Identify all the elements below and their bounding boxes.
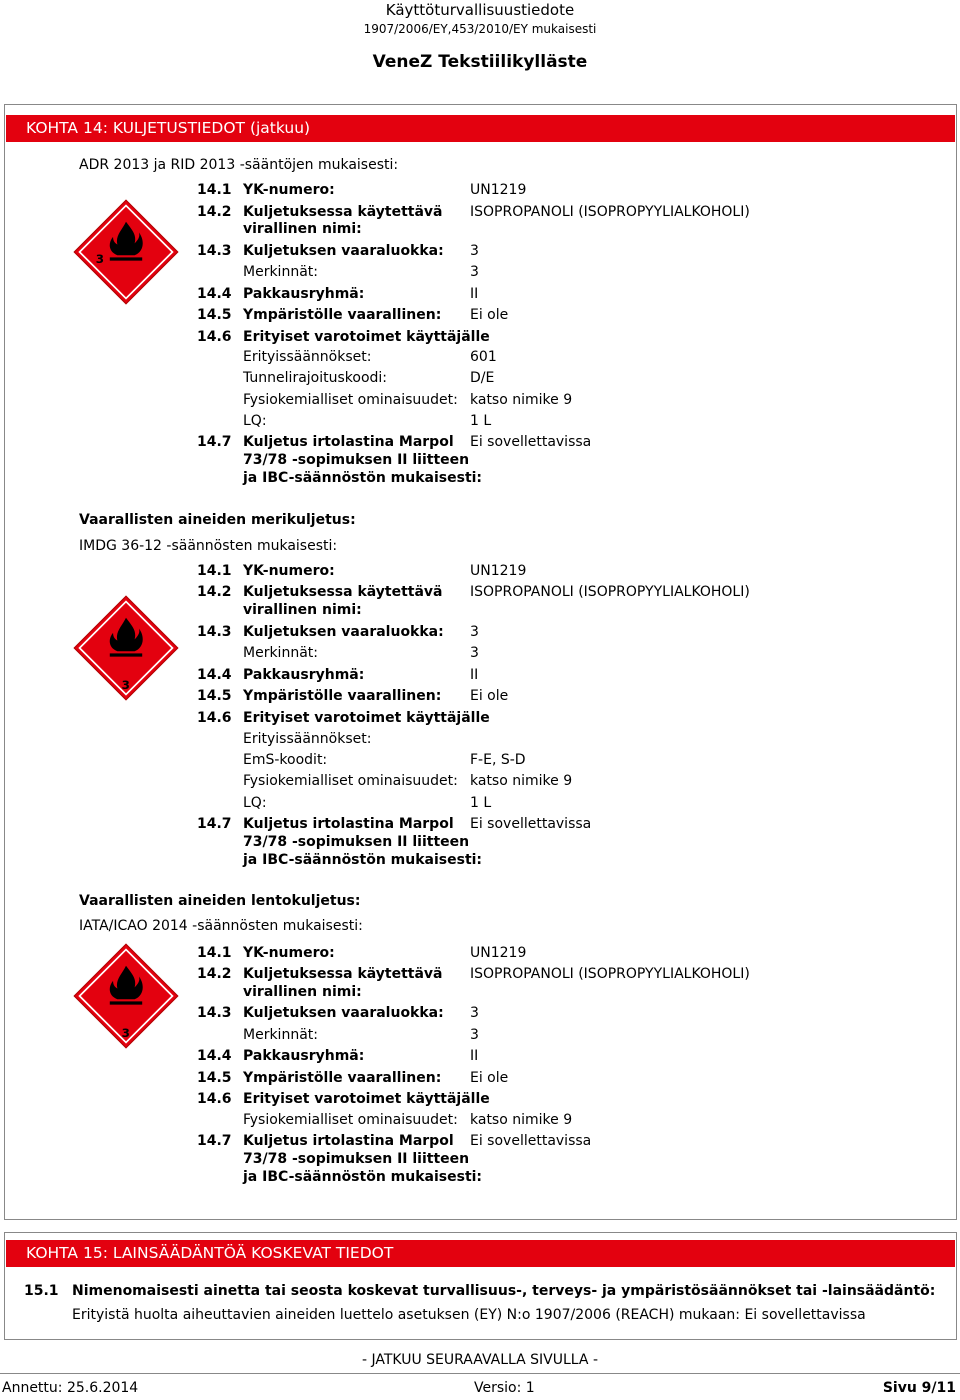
imdg-ems-value: F-E, S-D — [470, 752, 526, 768]
iata-un-number-value: UN1219 — [470, 945, 527, 961]
adr-shipping-name-label: Kuljetuksessa käytettävä — [243, 204, 443, 220]
adr-environmental-value: Ei ole — [470, 307, 509, 323]
iata-physchem-value: katso nimike 9 — [470, 1112, 573, 1128]
adr-shipping-name-value: ISOPROPANOLI (ISOPROPYYLIALKOHOLI) — [470, 204, 750, 220]
adr-labels-value: 3 — [470, 264, 479, 280]
adr-14-4-number: 14.4 — [197, 286, 232, 302]
imdg-14-7-number: 14.7 — [197, 816, 232, 832]
class-number-label: 3 — [121, 1026, 130, 1041]
adr-14-1-number: 14.1 — [197, 182, 232, 198]
imdg-14-1-number: 14.1 — [197, 563, 232, 579]
adr-intro: ADR 2013 ja RID 2013 -sääntöjen mukaisesti: — [79, 157, 399, 173]
imdg-physchem-value: katso nimike 9 — [470, 773, 573, 789]
iata-14-4-number: 14.4 — [197, 1048, 232, 1064]
iata-shipping-name-label: Kuljetuksessa käytettävä — [243, 966, 443, 982]
iata-bulk-transport-label: Kuljetus irtolastina Marpol — [243, 1133, 454, 1149]
product-name: VeneZ Tekstiilikylläste — [372, 52, 588, 72]
adr-14-5-number: 14.5 — [197, 307, 232, 323]
iata-intro: IATA/ICAO 2014 -säännösten mukaisesti: — [79, 918, 363, 934]
imdg-hazard-class-value: 3 — [470, 624, 479, 640]
imdg-14-2-number: 14.2 — [197, 584, 232, 600]
iata-environmental-value: Ei ole — [470, 1070, 509, 1086]
class-number-label: 3 — [95, 251, 105, 266]
adr-14-6-number: 14.6 — [197, 329, 232, 345]
adr-hazard-class-label: Kuljetuksen vaaraluokka: — [243, 243, 444, 259]
adr-bulk-transport-label-3: ja IBC-säännöstön mukaisesti: — [243, 470, 483, 486]
iata-14-6-number: 14.6 — [197, 1091, 232, 1107]
adr-special-precautions-label: Erityiset varotoimet käyttäjälle — [243, 329, 490, 345]
imdg-labels-label: Merkinnät: — [243, 645, 318, 661]
imdg-environmental-value: Ei ole — [470, 688, 509, 704]
iata-heading: Vaarallisten aineiden lentokuljetus: — [79, 893, 361, 909]
adr-packing-group-label: Pakkausryhmä: — [243, 286, 365, 302]
adr-labels-label: Merkinnät: — [243, 264, 318, 280]
adr-tunnel-code-value: D/E — [470, 370, 495, 386]
adr-special-provisions-label: Erityissäännökset: — [243, 349, 372, 365]
imdg-14-3-number: 14.3 — [197, 624, 232, 640]
adr-bulk-transport-label-2: 73/78 -sopimuksen II liitteen — [243, 452, 470, 468]
iata-hazard-class-value: 3 — [470, 1005, 479, 1021]
section-14-title: KOHTA 14: KULJETUSTIEDOT (jatkuu) — [6, 115, 955, 142]
iata-labels-label: Merkinnät: — [243, 1027, 318, 1043]
imdg-shipping-name-label-2: virallinen nimi: — [243, 602, 362, 618]
reach-candidate-list-statement: Erityistä huolta aiheuttavien aineiden luettelo asetuksen (EY) N:o 1907/2006 (REACH) mukaan: Ei sovellettavissa — [72, 1307, 866, 1323]
imdg-14-6-number: 14.6 — [197, 710, 232, 726]
iata-physchem-label: Fysiokemialliset ominaisuudet: — [243, 1112, 458, 1128]
flammable-liquid-pictogram-iata — [72, 942, 180, 1050]
iata-14-3-number: 14.3 — [197, 1005, 232, 1021]
imdg-14-5-number: 14.5 — [197, 688, 232, 704]
imdg-lq-label: LQ: — [243, 795, 267, 811]
imdg-bulk-transport-label-2: 73/78 -sopimuksen II liitteen — [243, 834, 470, 850]
imdg-14-4-number: 14.4 — [197, 667, 232, 683]
adr-bulk-transport-value: Ei sovellettavissa — [470, 434, 592, 450]
adr-hazard-class-value: 3 — [470, 243, 479, 259]
imdg-intro: IMDG 36-12 -säännösten mukaisesti: — [79, 538, 338, 554]
iata-un-number-label: YK-numero: — [243, 945, 335, 961]
iata-packing-group-value: II — [470, 1048, 479, 1064]
iata-hazard-class-label: Kuljetuksen vaaraluokka: — [243, 1005, 444, 1021]
imdg-shipping-name-value: ISOPROPANOLI (ISOPROPYYLIALKOHOLI) — [470, 584, 750, 600]
adr-shipping-name-label-2: virallinen nimi: — [243, 221, 362, 237]
imdg-un-number-value: UN1219 — [470, 563, 527, 579]
adr-environmental-label: Ympäristölle vaarallinen: — [243, 307, 442, 323]
iata-packing-group-label: Pakkausryhmä: — [243, 1048, 365, 1064]
imdg-lq-value: 1 L — [470, 795, 492, 811]
iata-bulk-transport-label-2: 73/78 -sopimuksen II liitteen — [243, 1151, 470, 1167]
imdg-hazard-class-label: Kuljetuksen vaaraluokka: — [243, 624, 444, 640]
imdg-heading: Vaarallisten aineiden merikuljetus: — [79, 512, 356, 528]
adr-un-number-label: YK-numero: — [243, 182, 335, 198]
flammable-liquid-pictogram-adr — [72, 198, 180, 306]
page-number: Sivu 9/11 — [882, 1380, 956, 1396]
adr-packing-group-value: II — [470, 286, 479, 302]
class-number-label: 3 — [121, 678, 130, 693]
iata-14-2-number: 14.2 — [197, 966, 232, 982]
adr-physchem-label: Fysiokemialliset ominaisuudet: — [243, 392, 458, 408]
iata-14-1-number: 14.1 — [197, 945, 232, 961]
iata-shipping-name-value: ISOPROPANOLI (ISOPROPYYLIALKOHOLI) — [470, 966, 750, 982]
imdg-un-number-label: YK-numero: — [243, 563, 335, 579]
section-15-1-number: 15.1 — [24, 1283, 59, 1299]
imdg-labels-value: 3 — [470, 645, 479, 661]
footer-divider — [0, 1373, 960, 1374]
adr-lq-label: LQ: — [243, 413, 267, 429]
imdg-packing-group-label: Pakkausryhmä: — [243, 667, 365, 683]
imdg-ems-label: EmS-koodit: — [243, 752, 328, 768]
flammable-liquid-pictogram-imdg — [72, 594, 180, 702]
imdg-special-precautions-label: Erityiset varotoimet käyttäjälle — [243, 710, 490, 726]
regulation-reference: 1907/2006/EY,453/2010/EY mukaisesti — [363, 22, 597, 36]
version-number: Versio: 1 — [474, 1380, 535, 1396]
iata-special-precautions-label: Erityiset varotoimet käyttäjälle — [243, 1091, 490, 1107]
adr-bulk-transport-label: Kuljetus irtolastina Marpol — [243, 434, 454, 450]
imdg-physchem-label: Fysiokemialliset ominaisuudet: — [243, 773, 458, 789]
adr-tunnel-code-label: Tunnelirajoituskoodi: — [243, 370, 388, 386]
iata-14-5-number: 14.5 — [197, 1070, 232, 1086]
adr-un-number-value: UN1219 — [470, 182, 527, 198]
iata-shipping-name-label-2: virallinen nimi: — [243, 984, 362, 1000]
imdg-packing-group-value: II — [470, 667, 479, 683]
imdg-bulk-transport-label: Kuljetus irtolastina Marpol — [243, 816, 454, 832]
iata-14-7-number: 14.7 — [197, 1133, 232, 1149]
imdg-shipping-name-label: Kuljetuksessa käytettävä — [243, 584, 443, 600]
issued-date: Annettu: 25.6.2014 — [2, 1380, 139, 1396]
adr-special-provisions-value: 601 — [470, 349, 497, 365]
iata-bulk-transport-value: Ei sovellettavissa — [470, 1133, 592, 1149]
continued-notice: - JATKUU SEURAAVALLA SIVULLA - — [361, 1352, 598, 1368]
document-title: Käyttöturvallisuustiedote — [385, 1, 575, 19]
iata-labels-value: 3 — [470, 1027, 479, 1043]
iata-bulk-transport-label-3: ja IBC-säännöstön mukaisesti: — [243, 1169, 483, 1185]
imdg-bulk-transport-label-3: ja IBC-säännöstön mukaisesti: — [243, 852, 483, 868]
imdg-special-provisions-label: Erityissäännökset: — [243, 731, 372, 747]
adr-physchem-value: katso nimike 9 — [470, 392, 573, 408]
iata-environmental-label: Ympäristölle vaarallinen: — [243, 1070, 442, 1086]
imdg-bulk-transport-value: Ei sovellettavissa — [470, 816, 592, 832]
section-15-title: KOHTA 15: LAINSÄÄDÄNTÖÄ KOSKEVAT TIEDOT — [6, 1240, 955, 1267]
imdg-environmental-label: Ympäristölle vaarallinen: — [243, 688, 442, 704]
adr-14-3-number: 14.3 — [197, 243, 232, 259]
adr-14-2-number: 14.2 — [197, 204, 232, 220]
adr-lq-value: 1 L — [470, 413, 492, 429]
section-15-1-label: Nimenomaisesti ainetta tai seosta koskevat turvallisuus-, terveys- ja ympäristösäännökset tai -lainsäädäntö: — [72, 1283, 936, 1299]
adr-14-7-number: 14.7 — [197, 434, 232, 450]
